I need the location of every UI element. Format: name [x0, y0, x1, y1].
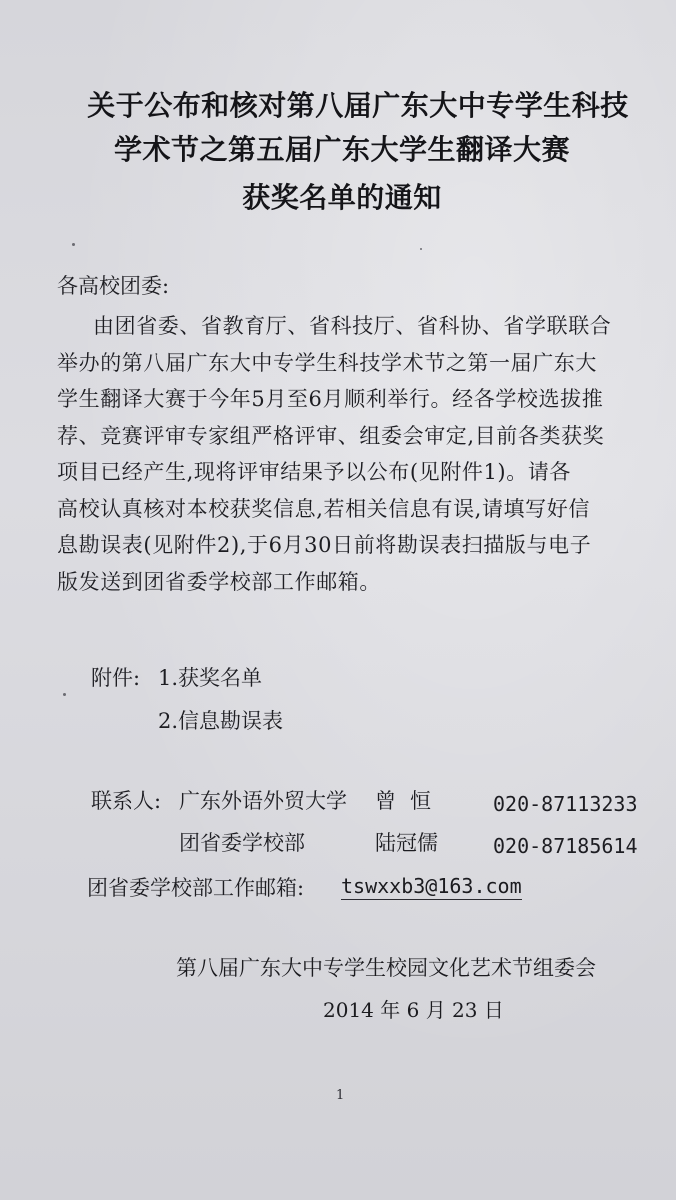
email-address: tswxxb3@163.com	[341, 874, 522, 898]
contacts-label: 联系人:	[91, 789, 162, 813]
paragraph-line: 息勘误表(见附件2),于6月30日前将勘误表扫描版与电子	[57, 533, 592, 557]
paper-speck	[63, 693, 66, 696]
contact-org: 广东外语外贸大学	[179, 789, 347, 813]
attachment-item-errata-form: 2.信息勘误表	[158, 709, 284, 733]
paper-speck	[420, 248, 422, 250]
salutation: 各高校团委:	[57, 274, 170, 298]
paragraph-line: 由团省委、省教育厅、省科技厅、省科协、省学联联合	[93, 314, 612, 338]
contact-org: 团省委学校部	[179, 831, 305, 855]
attachment-item-award-list: 1.获奖名单	[158, 666, 263, 690]
paragraph-line: 荐、竞赛评审专家组严格评审、组委会审定,目前各类获奖	[57, 423, 605, 448]
notice-title-line-2: 学术节之第五届广东大学生翻译大赛	[113, 133, 570, 166]
signature-organization: 第八届广东大中专学生校园文化艺术节组委会	[176, 956, 596, 980]
notice-title-line-1: 关于公布和核对第八届广东大中专学生科技	[87, 89, 629, 122]
paper-speck	[72, 243, 75, 246]
contact-name: 曾恒	[375, 789, 445, 813]
paragraph-line: 学生翻译大赛于今年5月至6月顺利举行。经各学校选拔推	[57, 387, 604, 411]
signature-date: 2014 年 6 月 23 日	[323, 998, 504, 1022]
paragraph-line: 项目已经产生,现将评审结果予以公布(见附件1)。请各	[57, 460, 572, 484]
email-label: 团省委学校部工作邮箱:	[87, 876, 305, 900]
paragraph-line: 高校认真核对本校获奖信息,若相关信息有误,请填写好信	[57, 496, 590, 521]
paragraph-line: 举办的第八届广东大中专学生科技学术节之第一届广东大	[57, 350, 597, 375]
paragraph-line: 版发送到团省委学校部工作邮箱。	[57, 569, 381, 594]
contact-name: 陆冠儒	[375, 831, 438, 855]
contact-phone: 020-87113233	[493, 792, 638, 816]
contact-phone: 020-87185614	[493, 834, 638, 858]
page-number: 1	[336, 1088, 345, 1103]
notice-title-line-3: 获奖名单的通知	[242, 181, 442, 214]
attachments-label: 附件:	[91, 666, 141, 690]
notice-body-paragraph	[57, 308, 647, 600]
